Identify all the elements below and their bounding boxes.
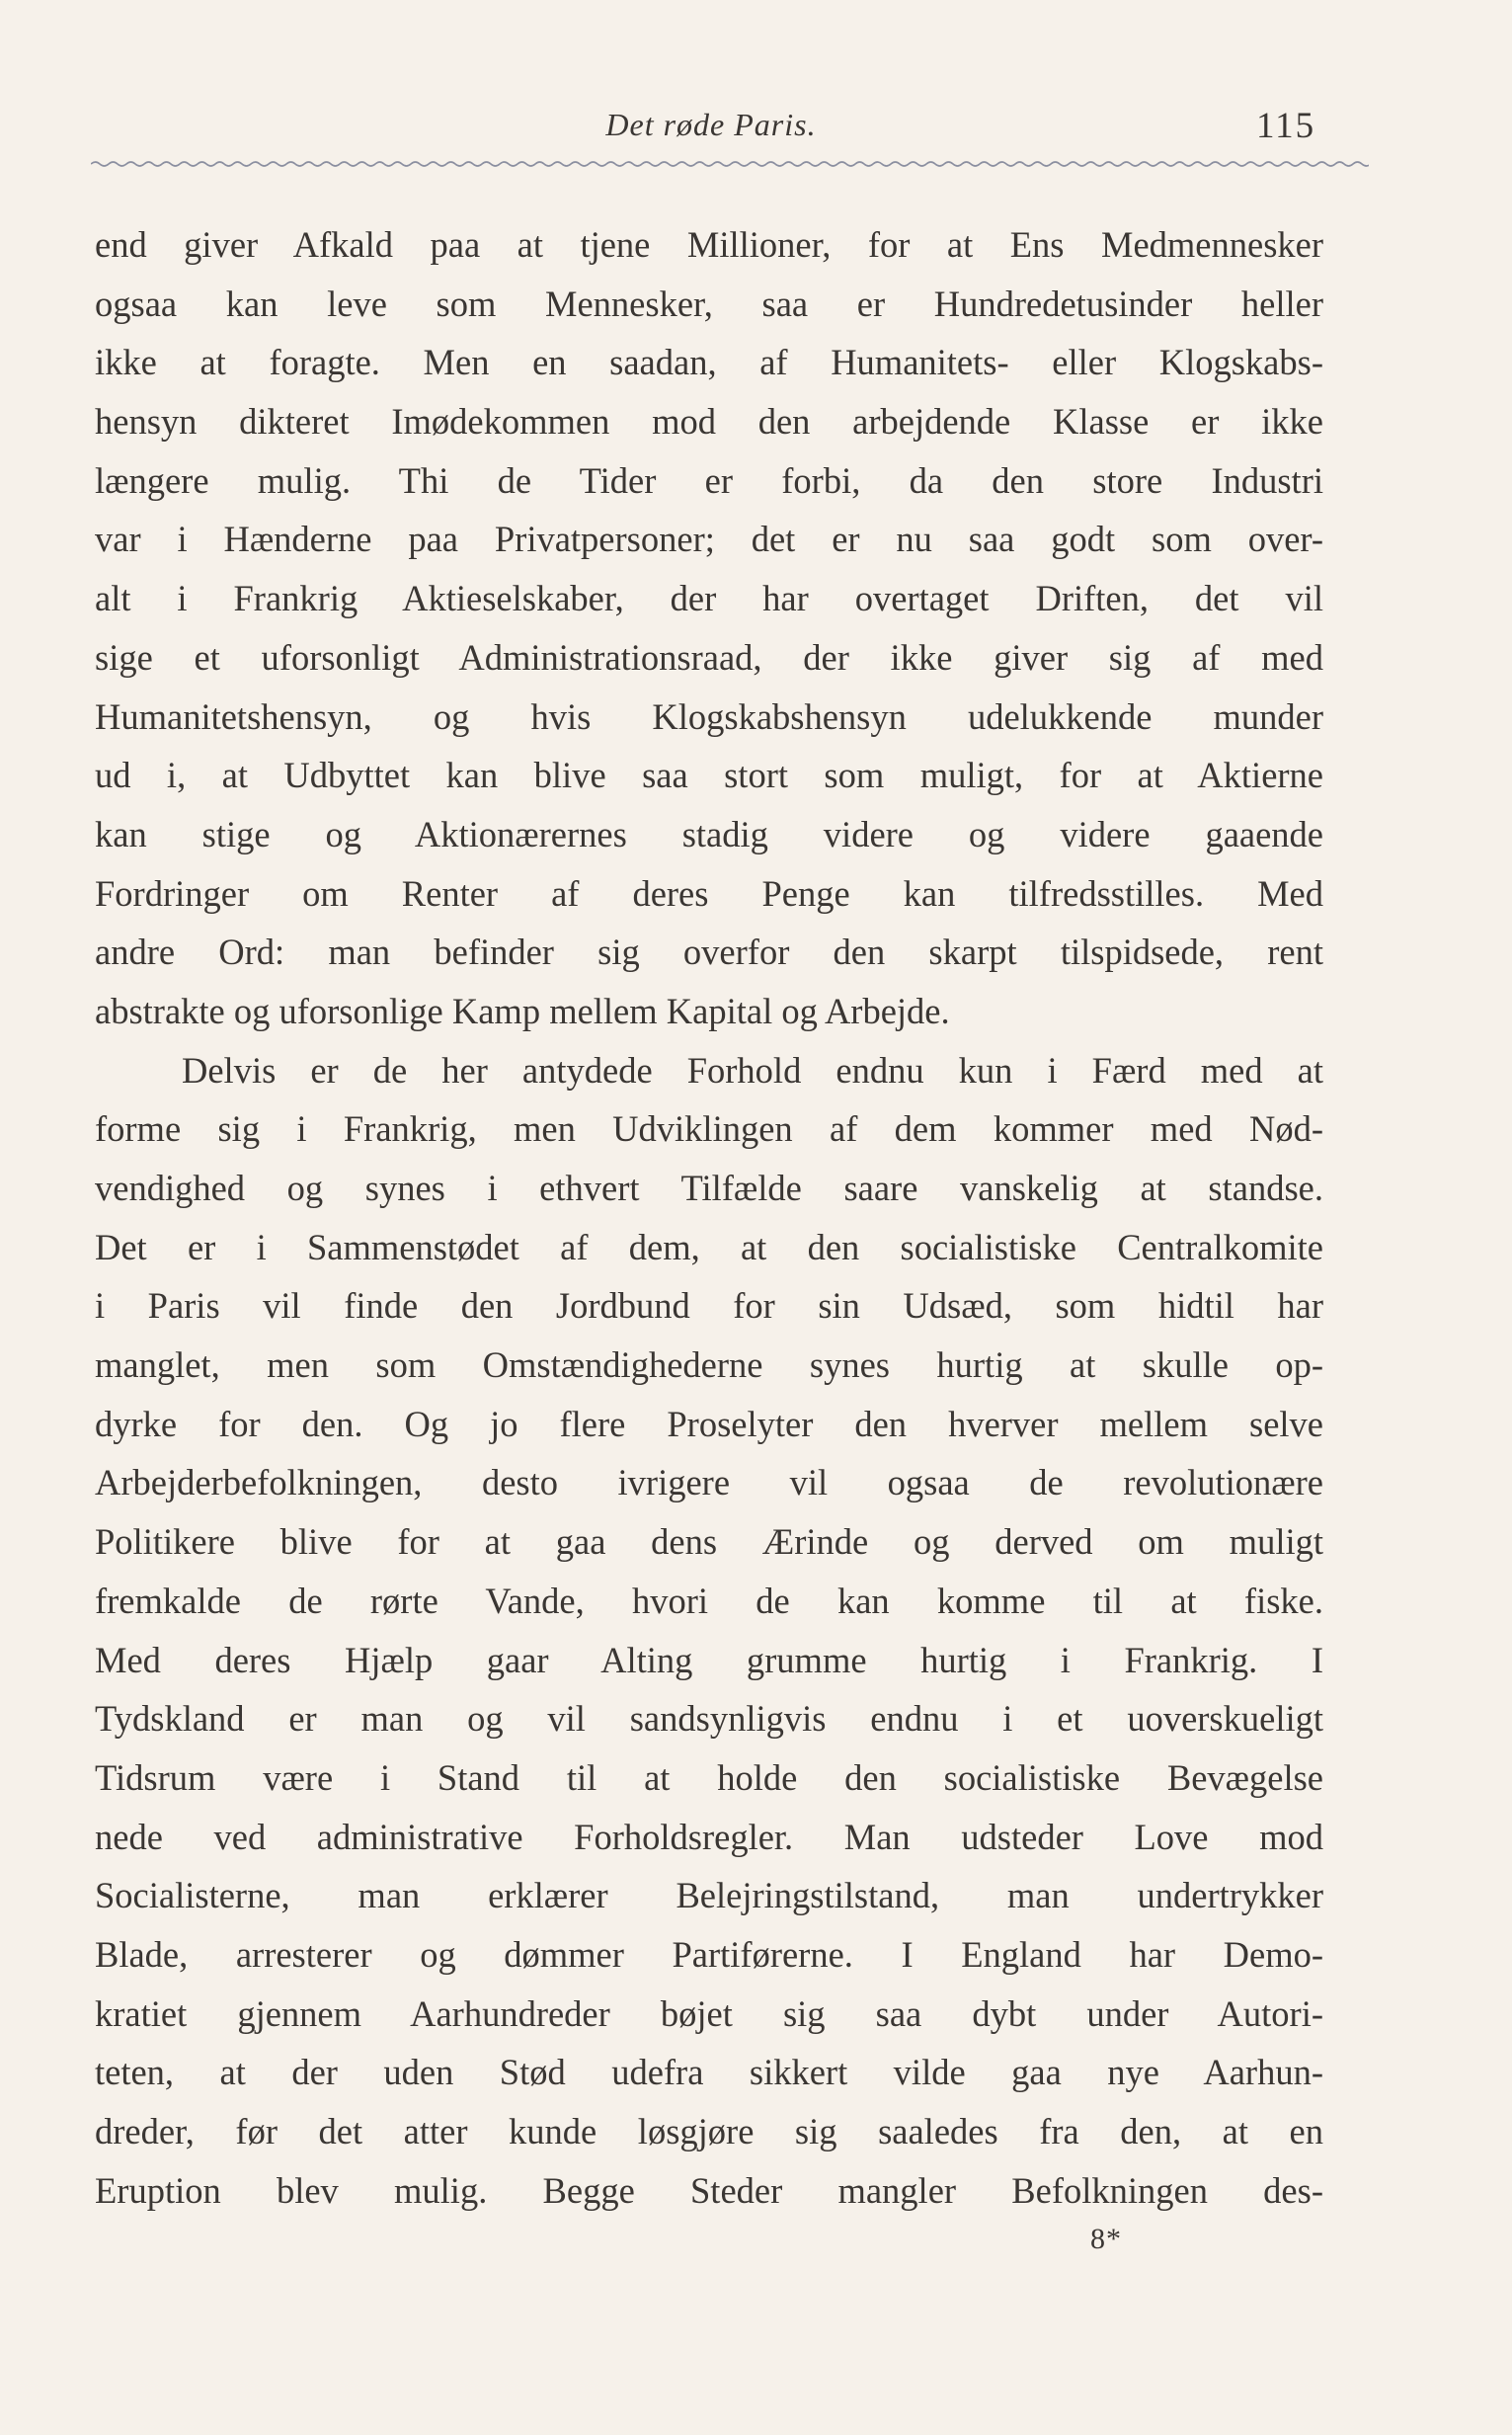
text-line: Tydskland er man og vil sandsynligvis endnu i et uoverskueligt (95, 1698, 1323, 1740)
text-line: Arbejderbefolkningen, desto ivrigere vil ogsaa de revolutionære (95, 1462, 1323, 1503)
text-line: forme sig i Frankrig, men Udviklingen af dem kommer med Nød- (95, 1108, 1323, 1150)
text-line: alt i Frankrig Aktieselskaber, der har overtaget Driften, det vil (95, 578, 1323, 619)
text-line: kan stige og Aktionærernes stadig videre og videre gaaende (95, 813, 1323, 854)
text-line: længere mulig. Thi de Tider er forbi, da den store Industri (95, 459, 1323, 501)
running-title: Det røde Paris. (605, 107, 817, 142)
text-line: Socialisterne, man erklærer Belejringstilstand, man undertrykker (95, 1875, 1323, 1916)
text-line: teten, at der uden Stød udefra sikkert vilde gaa nye Aarhun- (95, 2052, 1323, 2093)
text-line: manglet, men som Omstændighederne synes hurtig at skulle op- (95, 1344, 1323, 1386)
text-line: vendighed og synes i ethvert Tilfælde saare vanskelig at standse. (95, 1168, 1323, 1208)
text-line: Delvis er de her antydede Forhold endnu kun i Færd med at (182, 1049, 1323, 1091)
text-line: nede ved administrative Forholdsregler. Man udsteder Love mod (95, 1816, 1323, 1857)
text-line: i Paris vil finde den Jordbund for sin Udsæd, som hidtil har (95, 1285, 1323, 1327)
ornamental-rule (91, 154, 1369, 174)
text-line: Politikere blive for at gaa dens Ærinde og derved om muligt (95, 1521, 1323, 1563)
signature-mark: 8* (1090, 2223, 1122, 2255)
text-line: dreder, før det atter kunde løsgjøre sig saaledes fra den, at en (95, 2111, 1323, 2151)
text-line: sige et uforsonligt Administrationsraad, der ikke giver sig af med (95, 636, 1323, 678)
text-line: ud i, at Udbyttet kan blive saa stort som muligt, for at Aktierne (95, 755, 1323, 796)
text-line: andre Ord: man befinder sig overfor den skarpt tilspidsede, rent (95, 932, 1323, 973)
text-line: Det er i Sammenstødet af dem, at den socialistiske Centralkomite (95, 1226, 1323, 1267)
text-line: dyrke for den. Og jo flere Proselyter den hverver mellem selve (95, 1403, 1323, 1444)
text-line: kratiet gjennem Aarhundreder bøjet sig saa dybt under Autori- (95, 1992, 1323, 2034)
text-line: abstrakte og uforsonlige Kamp mellem Kapital og Arbejde. (95, 990, 950, 1031)
text-line: ogsaa kan leve som Mennesker, saa er Hundredetusinder heller (95, 283, 1323, 324)
page-number: 115 (1256, 106, 1316, 146)
text-line: hensyn dikteret Imødekommen mod den arbejdende Klasse er ikke (95, 401, 1323, 443)
text-line: ikke at foragte. Men en saadan, af Humanitets- eller Klogskabs- (95, 342, 1323, 383)
text-line: fremkalde de rørte Vande, hvori de kan komme til at fiske. (95, 1580, 1323, 1621)
text-line: end giver Afkald paa at tjene Millioner, for at Ens Medmennesker (95, 224, 1323, 265)
text-line: Fordringer om Renter af deres Penge kan tilfredsstilles. Med (95, 872, 1323, 914)
text-line: Blade, arresterer og dømmer Partiførerne. I England har Demo- (95, 1933, 1323, 1975)
text-line: Med deres Hjælp gaar Alting grumme hurtig i Frankrig. I (95, 1639, 1323, 1680)
text-line: Humanitetshensyn, og hvis Klogskabshensyn udelukkende munder (95, 695, 1323, 737)
body-text (95, 215, 1323, 2220)
text-line: Eruption blev mulig. Begge Steder mangler Befolkningen des- (95, 2169, 1323, 2211)
text-line: Tidsrum være i Stand til at holde den socialistiske Bevægelse (95, 1756, 1323, 1798)
text-line: var i Hænderne paa Privatpersoner; det er nu saa godt som over- (95, 519, 1323, 560)
